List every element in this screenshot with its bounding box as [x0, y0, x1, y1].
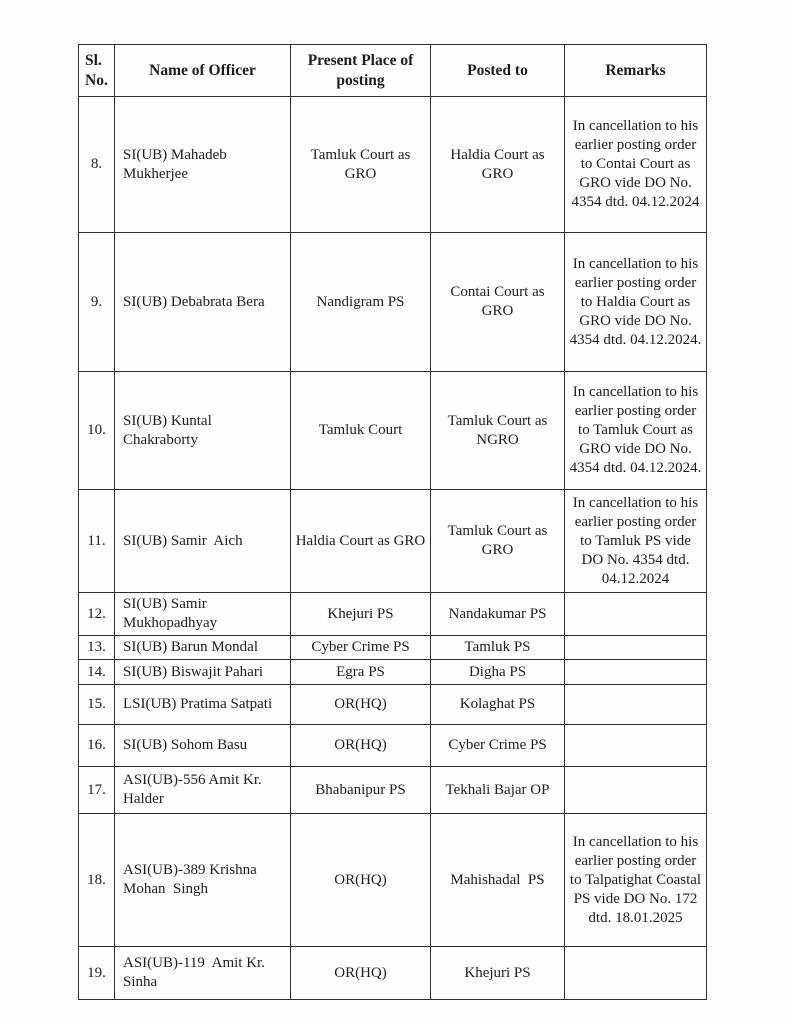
officer-posting-table: [78, 44, 707, 1000]
cell-sl-no: 8.: [79, 97, 115, 233]
cell-posted-to: Contai Court as GRO: [431, 233, 565, 372]
cell-officer-name: SI(UB) Samir Mukhopadhyay: [115, 593, 291, 636]
cell-sl-no: 9.: [79, 233, 115, 372]
cell-present-posting: OR(HQ): [291, 685, 431, 725]
cell-sl-no: 15.: [79, 685, 115, 725]
cell-present-posting: Egra PS: [291, 660, 431, 685]
header-row: [79, 45, 707, 97]
cell-remarks: In cancellation to his earlier posting order to Talpatighat Coastal PS vide DO No. 172 dtd. 18.01.2025: [565, 814, 707, 947]
cell-present-posting: Cyber Crime PS: [291, 636, 431, 660]
cell-present-posting: OR(HQ): [291, 814, 431, 947]
table-row: [79, 725, 707, 767]
cell-officer-name: SI(UB) Kuntal Chakraborty: [115, 372, 291, 490]
cell-remarks: In cancellation to his earlier posting order to Tamluk Court as GRO vide DO No. 4354 dtd. 04.12.2024.: [565, 372, 707, 490]
cell-present-posting: Tamluk Court as GRO: [291, 97, 431, 233]
cell-remarks: [565, 767, 707, 814]
cell-present-posting: Haldia Court as GRO: [291, 490, 431, 593]
cell-sl-no: 19.: [79, 947, 115, 1000]
table-row: [79, 490, 707, 593]
cell-remarks: [565, 685, 707, 725]
cell-remarks: In cancellation to his earlier posting order to Haldia Court as GRO vide DO No. 4354 dtd. 04.12.2024.: [565, 233, 707, 372]
cell-officer-name: SI(UB) Samir Aich: [115, 490, 291, 593]
header-officer-name: Name of Officer: [115, 45, 291, 97]
cell-present-posting: Khejuri PS: [291, 593, 431, 636]
cell-remarks: [565, 725, 707, 767]
cell-sl-no: 14.: [79, 660, 115, 685]
cell-officer-name: SI(UB) Debabrata Bera: [115, 233, 291, 372]
cell-officer-name: SI(UB) Sohom Basu: [115, 725, 291, 767]
header-sl-no: Sl. No.: [79, 45, 115, 97]
cell-present-posting: OR(HQ): [291, 947, 431, 1000]
table-row: [79, 636, 707, 660]
table-row: [79, 947, 707, 1000]
cell-posted-to: Digha PS: [431, 660, 565, 685]
table-row: [79, 97, 707, 233]
cell-posted-to: Tamluk Court as NGRO: [431, 372, 565, 490]
cell-sl-no: 13.: [79, 636, 115, 660]
cell-posted-to: Haldia Court as GRO: [431, 97, 565, 233]
cell-officer-name: ASI(UB)-119 Amit Kr. Sinha: [115, 947, 291, 1000]
cell-sl-no: 17.: [79, 767, 115, 814]
table-row: [79, 767, 707, 814]
cell-sl-no: 12.: [79, 593, 115, 636]
cell-remarks: [565, 947, 707, 1000]
cell-sl-no: 11.: [79, 490, 115, 593]
header-present-posting: Present Place of posting: [291, 45, 431, 97]
cell-posted-to: Tamluk Court as GRO: [431, 490, 565, 593]
cell-present-posting: Nandigram PS: [291, 233, 431, 372]
cell-posted-to: Cyber Crime PS: [431, 725, 565, 767]
cell-officer-name: ASI(UB)-556 Amit Kr. Halder: [115, 767, 291, 814]
cell-posted-to: Tekhali Bajar OP: [431, 767, 565, 814]
cell-posted-to: Kolaghat PS: [431, 685, 565, 725]
cell-remarks: [565, 660, 707, 685]
cell-officer-name: SI(UB) Barun Mondal: [115, 636, 291, 660]
cell-posted-to: Khejuri PS: [431, 947, 565, 1000]
cell-posted-to: Tamluk PS: [431, 636, 565, 660]
cell-remarks: [565, 636, 707, 660]
cell-present-posting: Bhabanipur PS: [291, 767, 431, 814]
cell-officer-name: SI(UB) Biswajit Pahari: [115, 660, 291, 685]
cell-sl-no: 16.: [79, 725, 115, 767]
table-row: [79, 685, 707, 725]
cell-remarks: In cancellation to his earlier posting order to Tamluk PS vide DO No. 4354 dtd. 04.12.2024: [565, 490, 707, 593]
cell-officer-name: SI(UB) Mahadeb Mukherjee: [115, 97, 291, 233]
table-row: [79, 372, 707, 490]
cell-present-posting: OR(HQ): [291, 725, 431, 767]
cell-posted-to: Nandakumar PS: [431, 593, 565, 636]
table-row: [79, 660, 707, 685]
cell-posted-to: Mahishadal PS: [431, 814, 565, 947]
cell-remarks: [565, 593, 707, 636]
cell-sl-no: 18.: [79, 814, 115, 947]
cell-officer-name: ASI(UB)-389 Krishna Mohan Singh: [115, 814, 291, 947]
table-row: [79, 233, 707, 372]
table-row: [79, 814, 707, 947]
cell-sl-no: 10.: [79, 372, 115, 490]
table-row: [79, 593, 707, 636]
cell-officer-name: LSI(UB) Pratima Satpati: [115, 685, 291, 725]
cell-present-posting: Tamluk Court: [291, 372, 431, 490]
cell-remarks: In cancellation to his earlier posting order to Contai Court as GRO vide DO No. 4354 dtd. 04.12.2024: [565, 97, 707, 233]
header-posted-to: Posted to: [431, 45, 565, 97]
header-remarks: Remarks: [565, 45, 707, 97]
